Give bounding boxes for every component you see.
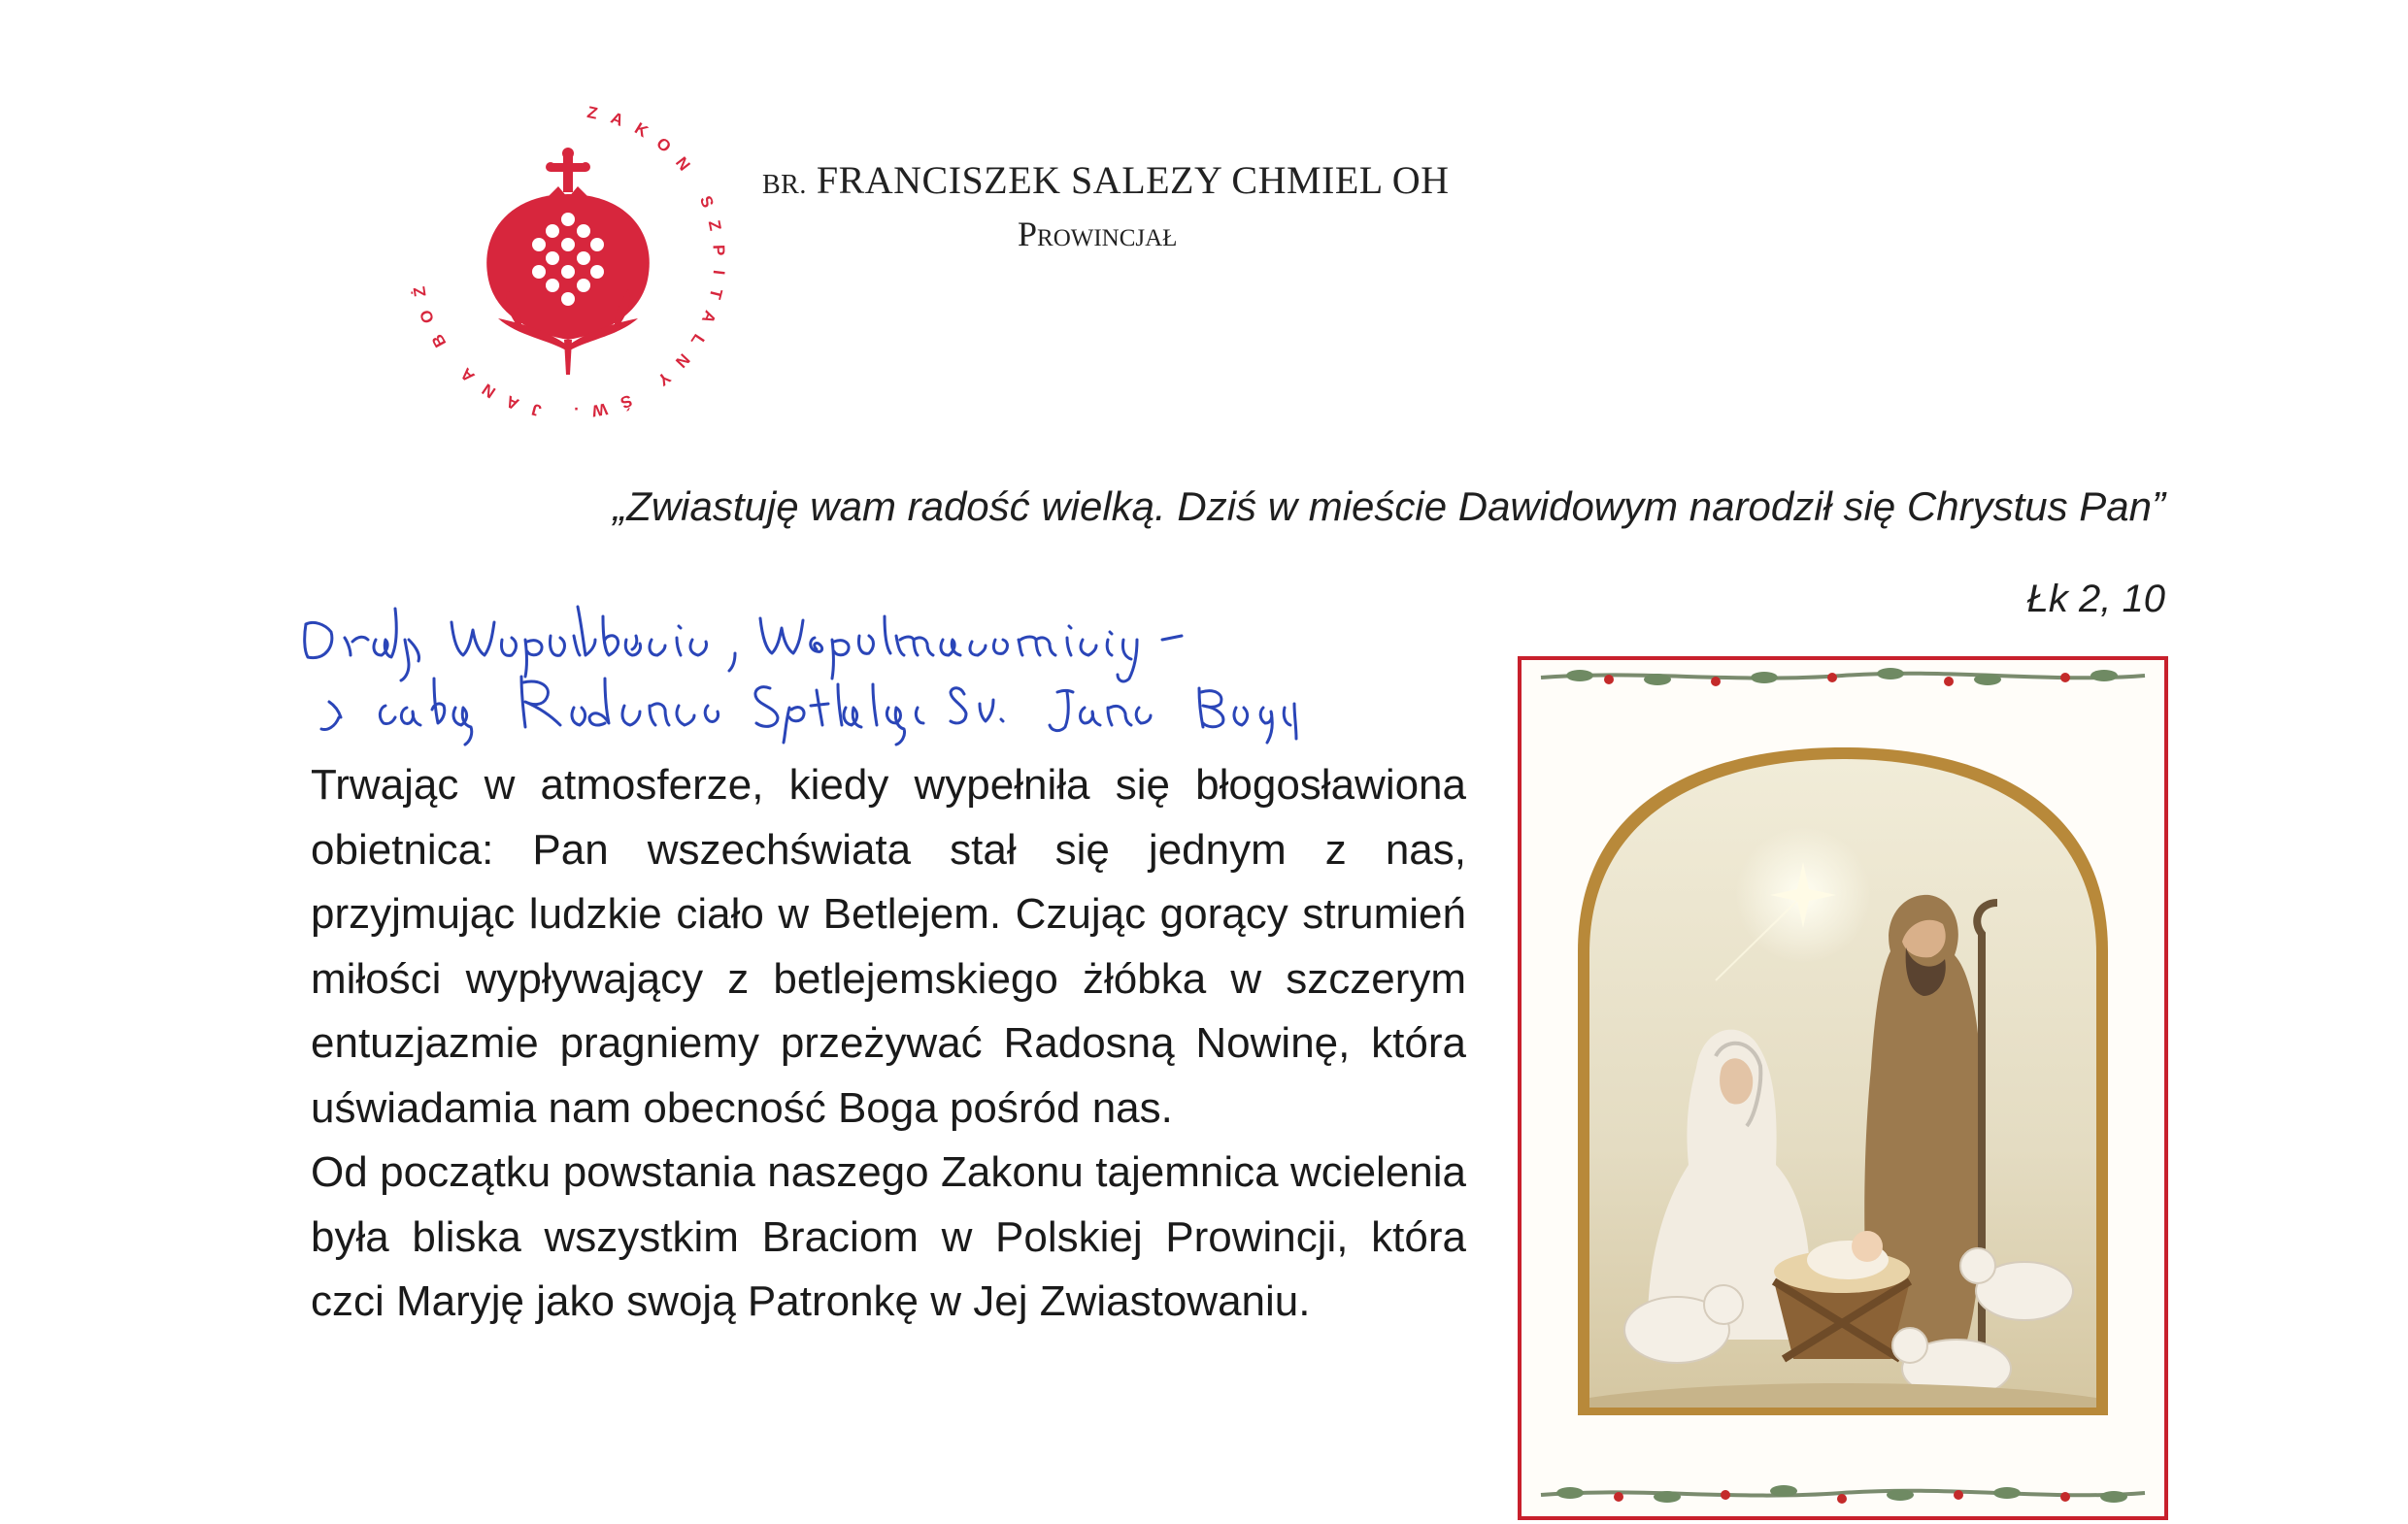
body-paragraph-2: Od początku powstania naszego Zakonu tajemnica wcielenia była bliska wszystkim Braciom w Polskiej Prowincji, która czci Maryję jako swoją Patronkę w Jej Zwiastowaniu. [311, 1148, 1466, 1325]
christmas-card [1518, 656, 2168, 1520]
holly-top-garland [1541, 668, 2145, 686]
handwriting-scribble [296, 597, 1529, 747]
body-paragraph-1: Trwając w atmosferze, kiedy wypełniła się błogosławiona obietnica: Pan wszechświata stał się jednym z nas, przyjmując ludzkie ciało w Betlejem. Czując gorący strumień miłości wypływający z betlejemskiego żłóbka w szczerym entuzjazmie pragniemy przeżywać Radosną Nowinę, która uświadamia nam obecność Boga pośród nas. [311, 761, 1466, 1132]
sender-title: Prowincjał [1018, 215, 1178, 253]
pomegranate-emblem-icon [403, 97, 733, 427]
holly-bottom-garland [1541, 1485, 2145, 1504]
scripture-reference: Łk 2, 10 [2026, 578, 2165, 620]
logo-ring-text: ZAKON SZPITALNY ŚW. JANA BOŻ [408, 103, 729, 423]
scripture-quote: „Zwiastuję wam radość wielką. Dziś w mieście Dawidowym narodził się Chrystus Pan” [613, 483, 2165, 529]
letter-body [311, 753, 1466, 1335]
sender-name [762, 157, 1450, 203]
order-logo [403, 97, 733, 427]
nativity-scene-image [1522, 660, 2164, 1516]
handwritten-greeting [296, 597, 1529, 747]
sender-fullname: FRANCISZEK SALEZY CHMIEL OH [816, 158, 1450, 202]
sender-prefix: BR. [762, 170, 807, 200]
